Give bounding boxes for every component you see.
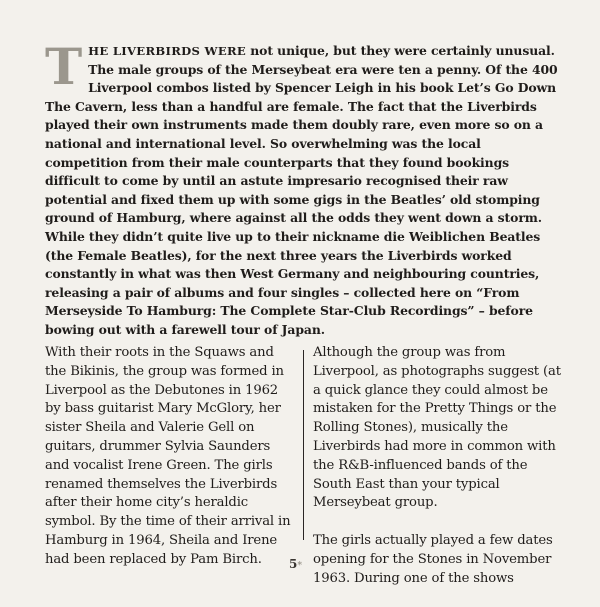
column-divider [303,350,304,540]
right-paragraph-2: The girls actually played a few dates opening for the Stones in November 1963. During one of the shows [313,532,553,586]
left-paragraph-1: With their roots in the Squaws and the Bikinis, the group was formed in Liverpool as the Debutones in 1962 by bass guitarist Mary McGlory, her sister Sheila and Valerie Gell on guitars, drummer Sylvia Saunders and vocalist Irene Green. The girls renamed themselves the Liverbirds after their home city’s heraldic symbol. By the time of their arrival in Hamburg in 1964, Sheila and Irene had been replaced by Pam Birch. [45,345,291,567]
drop-cap: T [45,37,83,96]
page-number [289,557,302,571]
intro-paragraph [45,37,565,340]
intro-text: not unique, but they were certainly unusual. The male groups of the Merseybeat era were ten a penny. Of the 400 Liverpool combos listed by Spencer Leigh in his book Let’s Go Down The Cavern, less than a handful are female. The fact that the Liverbirds played their own instruments made them doubly rare, even more so on a national and international level. So overwhelming was the local competition from their male counterparts that they found bookings difficult to come by until an astute impresario recognised their raw potential and fixed them up with some gigs in the Beatles’ old stomping ground of Hamburg, where against all the odds they went down a storm. While they didn’t quite live up to their nickname die Weiblichen Beatles (the Female Beatles), for the next three years the Liverbirds worked constantly in what was then West Germany and neighbouring countries, releasing a pair of albums and four singles – collected here on “From Merseyside To Hamburg: The Complete Star-Club Recordings” – before bowing out with a farewell tour of Japan. [45,43,558,337]
page-number-value: 5 [289,557,298,571]
intro-lead: HE LIVERBIRDS WERE [88,44,247,58]
right-column [313,344,565,607]
page-ornament-icon: * [297,561,303,571]
left-column [45,344,297,588]
right-paragraph-1: Although the group was from Liverpool, as photographs suggest (at a quick glance they could almost be mistaken for the Pretty Things or the Rolling Stones), musically the Liverbirds had more in common with the R&B-influenced bands of the South East than your typical Merseybeat group. [313,345,561,511]
